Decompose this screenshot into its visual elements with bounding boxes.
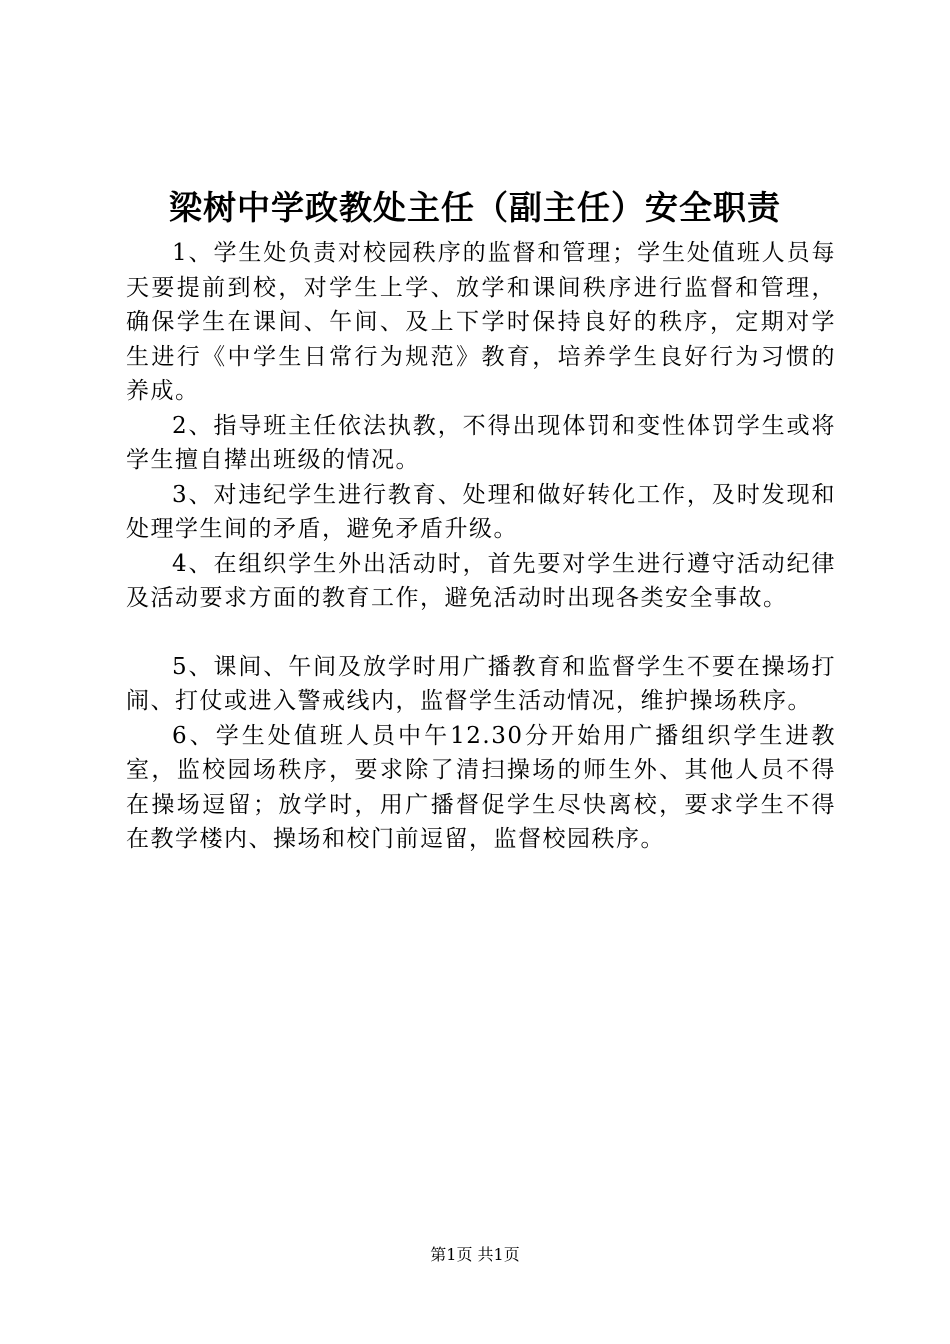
page-footer: 第1页 共1页 — [430, 1245, 520, 1264]
paragraph-2: 2、指导班主任依法执教，不得出现体罚和变性体罚学生或将学生擅自撵出班级的情况。 — [126, 412, 836, 473]
paragraph-4: 4、在组织学生外出活动时，首先要对学生进行遵守活动纪律及活动要求方面的教育工作，避免活动时出现各类安全事故。 — [126, 550, 836, 611]
document-title: 梁树中学政教处主任（副主任）安全职责 — [169, 188, 781, 227]
paragraph-5: 5、课间、午间及放学时用广播教育和监督学生不要在操场打闹、打仗或进入警戒线内，监督学生活动情况，维护操场秩序。 — [126, 653, 836, 714]
paragraph-6: 6、学生处值班人员中午12.30分开始用广播组织学生进教室，监校园场秩序，要求除了清扫操场的师生外、其他人员不得在操场逗留；放学时，用广播督促学生尽快离校，要求学生不得在教学楼内、操场和校门前逗留，监督校园秩序。 — [126, 722, 836, 852]
paragraph-3: 3、对违纪学生进行教育、处理和做好转化工作，及时发现和处理学生间的矛盾，避免矛盾升级。 — [126, 481, 836, 542]
paragraph-1: 1、学生处负责对校园秩序的监督和管理；学生处值班人员每天要提前到校，对学生上学、放学和课间秩序进行监督和管理，确保学生在课间、午间、及上下学时保持良好的秩序，定期对学生进行《中学生日常行为规范》教育，培养学生良好行为习惯的养成。 — [126, 240, 836, 404]
document-body — [126, 236, 836, 857]
